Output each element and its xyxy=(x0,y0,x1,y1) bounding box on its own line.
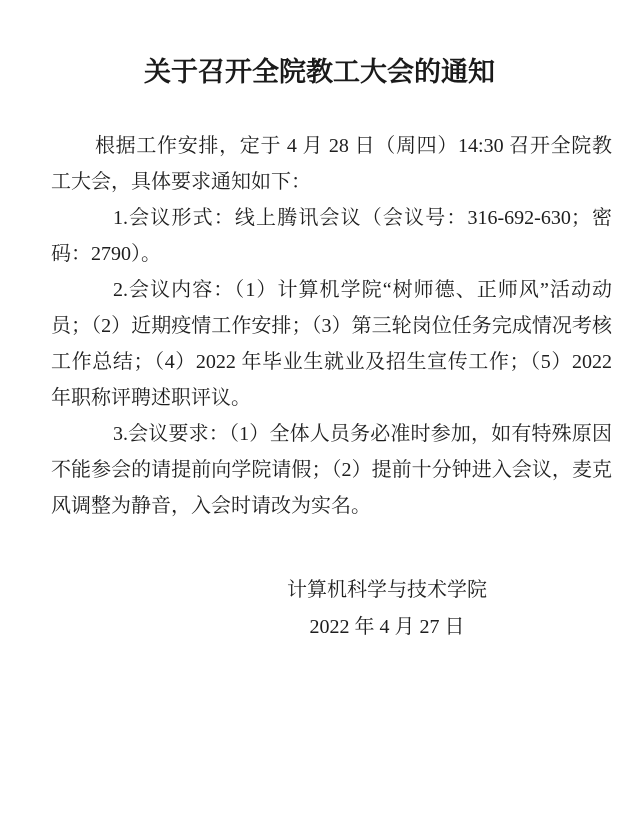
signature-department: 计算机科学与技术学院 xyxy=(287,579,487,601)
item-2-meeting-content: 2.会议内容：（1）计算机学院“树师德、正师风”活动动员；（2）近期疫情工作安排；（3）第三轮岗位任务完成情况考核工作总结；（4）2022 年毕业生就业及招生宣传工作；（5）2022 年职称评聘述职评议。 xyxy=(51,279,612,409)
notice-body xyxy=(51,128,612,524)
signature-block xyxy=(287,572,487,646)
item-1-meeting-format: 1.会议形式：线上腾讯会议（会议号：316-692-630；密码：2790）。 xyxy=(51,207,612,265)
item-3-meeting-requirements: 3.会议要求：（1）全体人员务必准时参加，如有特殊原因不能参会的请提前向学院请假；（2）提前十分钟进入会议，麦克风调整为静音，入会时请改为实名。 xyxy=(51,423,612,517)
intro-paragraph: 根据工作安排，定于 4 月 28 日（周四）14:30 召开全院教工大会，具体要求通知如下： xyxy=(51,135,612,193)
notice-title: 关于召开全院教工大会的通知 xyxy=(144,57,495,87)
signature-date: 2022 年 4 月 27 日 xyxy=(309,616,465,638)
